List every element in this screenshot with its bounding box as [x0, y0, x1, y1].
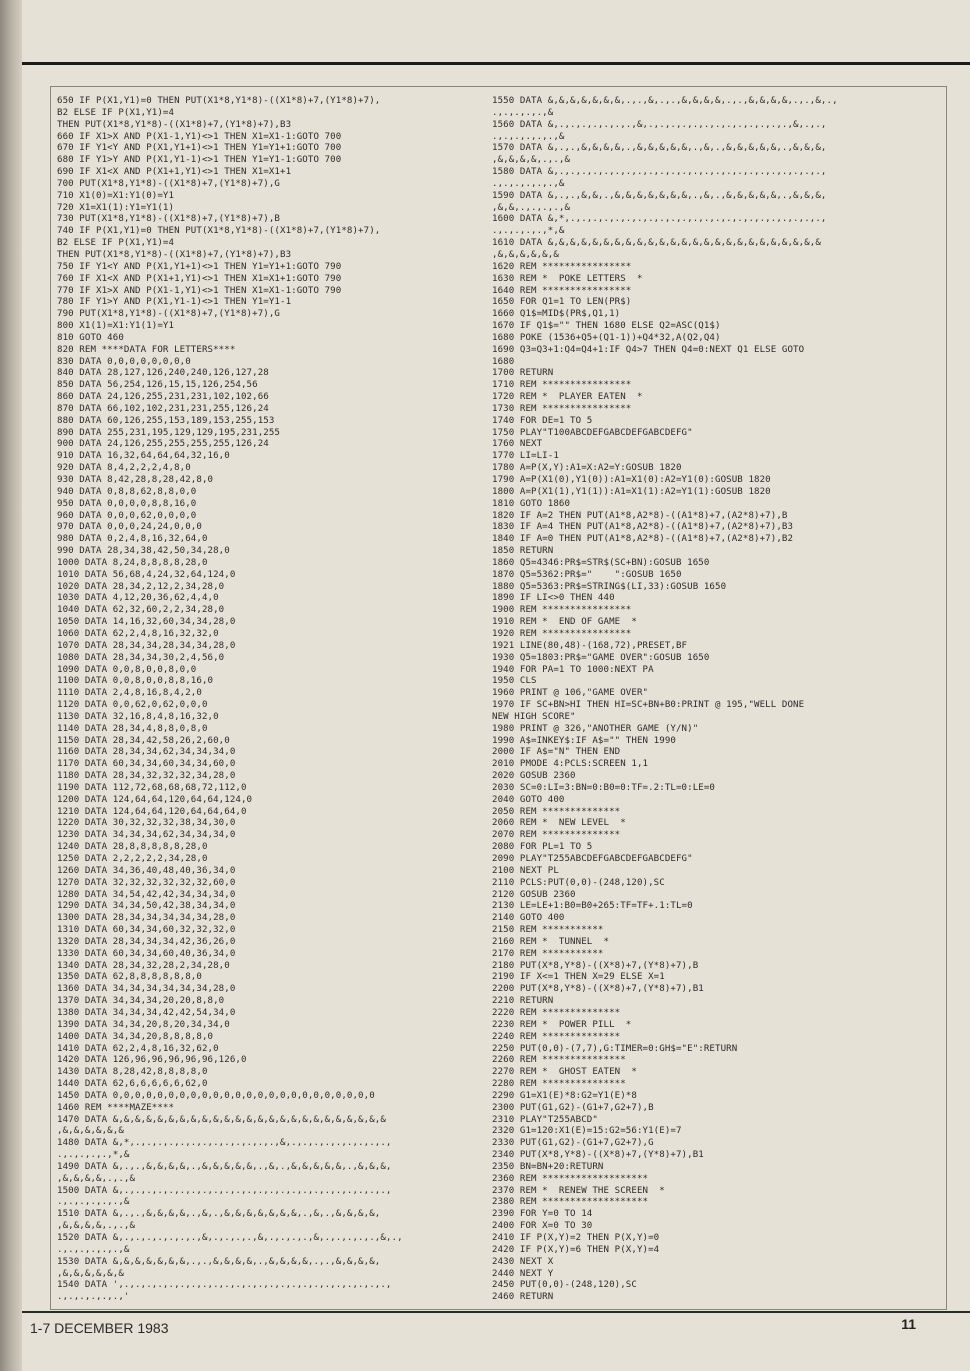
code-line: 1650 FOR Q1=1 TO LEN(PR$): [492, 297, 632, 308]
code-line: 2270 REM * GHOST EATEN *: [492, 1067, 637, 1078]
code-line: 780 IF Y1>Y AND P(X1,Y1-1)<>1 THEN Y1=Y1-1: [57, 297, 292, 308]
code-line: 1030 DATA 4,12,20,36,62,4,4,0: [57, 593, 219, 604]
code-line: 760 IF X1<X AND P(X1+1,Y1)<>1 THEN X1=X1+1:GOTO 790: [57, 273, 342, 284]
code-line: 1921 LINE(80,48)-(168,72),PRESET,BF: [492, 640, 688, 651]
code-line: 890 DATA 255,231,195,129,129,195,231,255: [57, 427, 280, 438]
code-line: 1010 DATA 56,68,4,24,32,64,124,0: [57, 569, 236, 580]
code-line: 1460 REM ****MAZE****: [57, 1102, 175, 1113]
code-line: 2010 PMODE 4:PCLS:SCREEN 1,1: [492, 759, 649, 770]
code-line: 1230 DATA 34,34,34,62,34,34,34,0: [57, 830, 236, 841]
code-line: 2460 RETURN: [492, 1292, 554, 1303]
code-line: 2320 G1=120:X1(E)=15:G2=56:Y1(E)=7: [492, 1126, 682, 1137]
code-line: NEW HIGH SCORE": [492, 711, 576, 722]
code-line: 2120 GOSUB 2360: [492, 889, 576, 900]
code-line: 1520 DATA &,.,.,.,.,.,.,.,&,.,.,.,.,&,.,.,.,.,&,.,.,.,.,.,&,.,: [57, 1233, 403, 1243]
code-line: .,.,.,.,.,.,&: [57, 1197, 130, 1208]
code-line: 2300 PUT(G1,G2)-(G1+7,G2+7),B: [492, 1102, 654, 1113]
code-line: 700 PUT(X1*8,Y1*8)-((X1*8)+7,(Y1*8)+7),G: [57, 178, 280, 189]
code-line: 2330 PUT(G1,G2)-(G1+7,G2+7),G: [492, 1138, 654, 1149]
code-line: 1490 DATA &,.,.,&,&,&,&,.,&,&,&,&,&,.,&,.,&,&,&,&,&,.,&,&,&,: [57, 1161, 392, 1172]
code-line: 2380 REM *******************: [492, 1197, 649, 1208]
code-line: 1160 DATA 28,34,34,62,34,34,34,0: [57, 747, 236, 758]
code-line: 1920 REM ****************: [492, 628, 632, 639]
code-line: 840 DATA 28,127,126,240,240,126,127,28: [57, 368, 269, 379]
code-line: 1720 REM * PLAYER EATEN *: [492, 392, 643, 403]
code-line: 1210 DATA 124,64,64,120,64,64,64,0: [57, 806, 247, 817]
code-line: 1560 DATA &,.,.,.,.,.,.,.,&,.,.,.,.,.,.,.,.,.,.,.,.,.,&,.,.,: [492, 119, 827, 130]
code-line: 1860 Q5=4346:PR$=STR$(SC+BN):GOSUB 1650: [492, 557, 710, 568]
code-line: 1980 PRINT @ 326,"ANOTHER GAME (Y/N)": [492, 723, 699, 734]
code-line: 1410 DATA 62,2,4,8,16,32,62,0: [57, 1043, 219, 1054]
code-line: 950 DATA 0,0,0,0,8,8,16,0: [57, 498, 197, 509]
code-line: 2140 GOTO 400: [492, 913, 565, 924]
code-line: 1740 FOR DE=1 TO 5: [492, 415, 593, 426]
code-line: 1940 FOR PA=1 TO 1000:NEXT PA: [492, 664, 654, 675]
code-line: 2410 IF P(X,Y)=2 THEN P(X,Y)=0: [492, 1233, 660, 1243]
code-line: 1240 DATA 28,8,8,8,8,8,28,0: [57, 842, 208, 853]
code-line: 2030 SC=0:LI=3:BN=0:B0=0:TF=.2:TL=0:LE=0: [492, 782, 715, 793]
code-line: .,.,.,.,.,.,': [57, 1292, 130, 1303]
code-line: 1780 A=P(X,Y):A1=X:A2=Y:GOSUB 1820: [492, 463, 682, 474]
code-line: 670 IF Y1<Y AND P(X1,Y1+1)<>1 THEN Y1=Y1+1:GOTO 700: [57, 143, 342, 154]
code-line: 1040 DATA 62,32,60,2,2,34,28,0: [57, 605, 225, 616]
page-number: 11: [901, 1316, 916, 1332]
code-line: 1950 CLS: [492, 676, 537, 687]
code-line: 2130 LE=LE+1:B0=B0+265:TF=TF+.1:TL=0: [492, 901, 693, 912]
code-line: ,&,&,.,.,.,.,&: [492, 202, 571, 213]
code-line: 1620 REM ****************: [492, 261, 632, 272]
code-line: 650 IF P(X1,Y1)=0 THEN PUT(X1*8,Y1*8)-((X1*8)+7,(Y1*8)+7),: [57, 96, 381, 106]
code-line: 1280 DATA 34,54,42,42,34,34,34,0: [57, 889, 236, 900]
code-line: 2080 FOR PL=1 TO 5: [492, 842, 593, 853]
code-line: 1900 REM ****************: [492, 605, 632, 616]
code-line: 1420 DATA 126,96,96,96,96,96,126,0: [57, 1055, 247, 1066]
code-line: 970 DATA 0,0,0,24,24,0,0,0: [57, 522, 202, 533]
bottom-rule: [22, 1311, 970, 1313]
code-line: 1800 A=P(X1(1),Y1(1)):A1=X1(1):A2=Y1(1):GOSUB 1820: [492, 486, 771, 497]
code-line: 2110 PCLS:PUT(0,0)-(248,120),SC: [492, 877, 665, 888]
code-line: 2400 FOR X=0 TO 30: [492, 1221, 593, 1232]
code-line: 1760 NEXT: [492, 439, 543, 450]
code-line: 1330 DATA 60,34,34,60,40,36,34,0: [57, 948, 236, 959]
code-line: .,.,.,.,.,.,&: [57, 1244, 130, 1255]
code-line: 2450 PUT(0,0)-(248,120),SC: [492, 1280, 637, 1291]
code-line: B2 ELSE IF P(X1,Y1)=4: [57, 238, 175, 249]
code-line: ,&,&,&,&,&,&: [492, 249, 559, 260]
listing-right-column: [492, 96, 940, 1304]
code-line: 2100 NEXT PL: [492, 865, 559, 876]
code-line: 860 DATA 24,126,255,231,231,102,102,66: [57, 392, 269, 403]
code-line: 1880 Q5=5363:PR$=STRING$(LI,33):GOSUB 1650: [492, 581, 727, 592]
code-line: 990 DATA 28,34,38,42,50,34,28,0: [57, 546, 230, 557]
code-line: 1680: [492, 356, 515, 367]
code-line: 1540 DATA ',.,.,.,.,.,.,.,.,.,.,.,.,.,.,.,.,.,.,.,.,.,.,.,.,: [57, 1280, 392, 1291]
code-line: 1060 DATA 62,2,4,8,16,32,32,0: [57, 628, 219, 639]
code-line: 1290 DATA 34,34,50,42,38,34,34,0: [57, 901, 236, 912]
code-line: 690 IF X1<X AND P(X1+1,Y1)<>1 THEN X1=X1+1: [57, 167, 292, 178]
code-line: 1770 LI=LI-1: [492, 451, 559, 462]
code-line: 1750 PLAY"T100ABCDEFGABCDEFGABCDEFG": [492, 427, 693, 438]
code-line: 2310 PLAY"T255ABCD": [492, 1114, 598, 1125]
code-line: 980 DATA 0,2,4,8,16,32,64,0: [57, 534, 208, 545]
code-line: 2000 IF A$="N" THEN END: [492, 747, 621, 758]
code-line: 1890 IF LI<>0 THEN 440: [492, 593, 615, 604]
code-line: 2290 G1=X1(E)*8:G2=Y1(E)*8: [492, 1090, 637, 1101]
code-line: 2440 NEXT Y: [492, 1268, 554, 1279]
code-line: 960 DATA 0,0,0,62,0,0,0,0: [57, 510, 197, 521]
code-line: 1320 DATA 28,34,34,34,42,36,26,0: [57, 936, 236, 947]
code-line: 1450 DATA 0,0,0,0,0,0,0,0,0,0,0,0,0,0,0,0,0,0,0,0,0,0,0,0: [57, 1090, 375, 1101]
code-line: 710 X1(0)=X1:Y1(0)=Y1: [57, 190, 175, 201]
code-line: 1300 DATA 28,34,34,34,34,34,28,0: [57, 913, 236, 924]
code-line: 1930 Q5=1803:PR$="GAME OVER":GOSUB 1650: [492, 652, 710, 663]
code-line: 1500 DATA &,.,.,.,.,.,.,.,.,.,.,.,.,.,.,.,.,.,.,.,.,.,.,.,.,: [57, 1185, 392, 1196]
code-line: 790 PUT(X1*8,Y1*8)-((X1*8)+7,(Y1*8)+7),G: [57, 309, 280, 320]
code-line: 1690 Q3=Q3+1:Q4=Q4+1:IF Q4>7 THEN Q4=0:NEXT Q1 ELSE GOTO: [492, 344, 805, 355]
code-line: 1000 DATA 8,24,8,8,8,8,28,0: [57, 557, 208, 568]
code-line: 1570 DATA &,.,.,&,&,&,&,.,&,&,&,&,&,.,&,.,&,&,&,&,&,.,&,&,&,: [492, 143, 827, 154]
code-line: 1590 DATA &,.,.,&,&,.,&,&,&,&,&,&,&,.,&,.,&,&,&,&,&,.,&,&,&,: [492, 190, 827, 201]
code-line: 1430 DATA 8,28,42,8,8,8,8,0: [57, 1067, 208, 1078]
code-line: 1020 DATA 28,34,2,12,2,34,28,0: [57, 581, 225, 592]
code-line: 1820 IF A=2 THEN PUT(A1*8,A2*8)-((A1*8)+7,(A2*8)+7),B: [492, 510, 788, 521]
code-line: 1510 DATA &,.,.,&,&,&,&,.,&,.,&,&,&,&,&,&,&,.,&,.,&,&,&,&,: [57, 1209, 381, 1220]
code-line: 2180 PUT(X*8,Y*8)-((X*8)+7,(Y*8)+7),B: [492, 960, 699, 971]
code-line: 1870 Q5=5362:PR$=" ":GOSUB 1650: [492, 569, 682, 580]
code-line: 770 IF X1>X AND P(X1-1,Y1)<>1 THEN X1=X1-1:GOTO 790: [57, 285, 342, 296]
code-line: 1360 DATA 34,34,34,34,34,34,28,0: [57, 984, 236, 995]
code-line: 1390 DATA 34,34,20,8,20,34,34,0: [57, 1019, 230, 1030]
code-line: 1350 DATA 62,8,8,8,8,8,8,0: [57, 972, 202, 983]
code-line: 1550 DATA &,&,&,&,&,&,&,.,.,&,.,.,&,&,&,&,.,.,&,&,&,&,.,.,&,.,: [492, 96, 838, 106]
code-line: 1660 Q1$=MID$(PR$,Q1,1): [492, 309, 621, 320]
code-line: 1110 DATA 2,4,8,16,8,4,2,0: [57, 688, 202, 699]
code-line: 1070 DATA 28,34,34,28,34,34,28,0: [57, 640, 236, 651]
code-line: 1080 DATA 28,34,34,30,2,4,56,0: [57, 652, 225, 663]
code-line: .,.,.,.,.,.,&: [492, 131, 565, 142]
code-line: 2200 PUT(X*8,Y*8)-((X*8)+7,(Y*8)+7),B1: [492, 984, 704, 995]
code-line: 740 IF P(X1,Y1)=0 THEN PUT(X1*8,Y1*8)-((X1*8)+7,(Y1*8)+7),: [57, 226, 381, 237]
code-line: 2050 REM **************: [492, 806, 621, 817]
code-line: 1310 DATA 60,34,34,60,32,32,32,0: [57, 925, 236, 936]
top-rule: [22, 62, 970, 65]
code-line: 1600 DATA &,*,.,.,.,.,.,.,.,.,.,.,.,.,.,.,.,.,.,.,.,.,.,.,.,: [492, 214, 827, 225]
code-line: .,.,.,.,.,*,&: [492, 226, 565, 237]
code-line: 1220 DATA 30,32,32,32,38,34,30,0: [57, 818, 236, 829]
code-line: 1830 IF A=4 THEN PUT(A1*8,A2*8)-((A1*8)+7,(A2*8)+7),B3: [492, 522, 794, 533]
code-line: ,&,&,&,&,.,.,&: [57, 1221, 136, 1232]
code-line: .,.,.,.,.,&: [492, 107, 554, 118]
code-line: B2 ELSE IF P(X1,Y1)=4: [57, 107, 175, 118]
code-line: 1170 DATA 60,34,34,60,34,34,60,0: [57, 759, 236, 770]
code-line: 2420 IF P(X,Y)=6 THEN P(X,Y)=4: [492, 1244, 660, 1255]
code-line: 1990 A$=INKEY$:IF A$="" THEN 1990: [492, 735, 676, 746]
code-line: 1630 REM * POKE LETTERS *: [492, 273, 643, 284]
code-line: 2150 REM ***********: [492, 925, 604, 936]
code-line: 2360 REM *******************: [492, 1173, 649, 1184]
code-line: 1910 REM * END OF GAME *: [492, 617, 637, 628]
code-line: 1530 DATA &,&,&,&,&,&,&,.,.,&,&,&,&,.,&,&,&,&,.,.,&,&,&,&,: [57, 1256, 381, 1267]
code-line: 1120 DATA 0,0,62,0,62,0,0,0: [57, 700, 208, 711]
code-line: ,&,&,&,&,&,&: [57, 1126, 124, 1137]
code-line: 2260 REM ***************: [492, 1055, 626, 1066]
listing-left-column: [57, 96, 482, 1304]
code-line: 1250 DATA 2,2,2,2,2,34,28,0: [57, 854, 208, 864]
code-line: 2040 GOTO 400: [492, 794, 565, 805]
code-line: 1640 REM ****************: [492, 285, 632, 296]
code-line: 1260 DATA 34,36,40,48,40,36,34,0: [57, 865, 236, 876]
code-line: THEN PUT(X1*8,Y1*8)-((X1*8)+7,(Y1*8)+7),B3: [57, 249, 292, 260]
code-line: 2070 REM **************: [492, 830, 621, 841]
code-line: 1840 IF A=0 THEN PUT(A1*8,A2*8)-((A1*8)+7,(A2*8)+7),B2: [492, 534, 794, 545]
code-line: ,&,&,&,&,.,.,&: [492, 155, 571, 166]
code-line: 1440 DATA 62,6,6,6,6,6,62,0: [57, 1079, 208, 1090]
code-line: 800 X1(1)=X1:Y1(1)=Y1: [57, 321, 175, 332]
code-line: 1340 DATA 28,34,32,28,2,34,28,0: [57, 960, 230, 971]
code-line: 1970 IF SC+BN>HI THEN HI=SC+BN+B0:PRINT @ 195,"WELL DONE: [492, 700, 805, 711]
code-line: 2160 REM * TUNNEL *: [492, 936, 610, 947]
code-line: 1370 DATA 34,34,34,20,20,8,8,0: [57, 996, 225, 1007]
code-line: 1470 DATA &,&,&,&,&,&,&,&,&,&,&,&,&,&,&,&,&,&,&,&,&,&,&,&,&: [57, 1114, 386, 1125]
code-line: 2350 BN=BN+20:RETURN: [492, 1161, 604, 1172]
code-line: 730 PUT(X1*8,Y1*8)-((X1*8)+7,(Y1*8)+7),B: [57, 214, 280, 225]
code-line: 720 X1=X1(1):Y1=Y1(1): [57, 202, 175, 213]
code-line: 1270 DATA 32,32,32,32,32,32,60,0: [57, 877, 236, 888]
code-line: 1670 IF Q1$="" THEN 1680 ELSE Q2=ASC(Q1$): [492, 321, 721, 332]
code-line: .,.,.,.,.,.,&: [492, 178, 565, 189]
code-line: 1850 RETURN: [492, 546, 554, 557]
code-line: 820 REM ****DATA FOR LETTERS****: [57, 344, 236, 355]
code-line: 1180 DATA 28,34,32,32,32,34,28,0: [57, 771, 236, 782]
code-line: 1580 DATA &,.,.,.,.,.,.,.,.,.,.,.,.,.,.,.,.,.,.,.,.,.,.,.,.,: [492, 167, 827, 178]
code-line: 1810 GOTO 1860: [492, 498, 571, 509]
code-line: 1610 DATA &,&,&,&,&,&,&,&,&,&,&,&,&,&,&,&,&,&,&,&,&,&,&,&,&: [492, 238, 821, 249]
binding-edge: [0, 0, 22, 1371]
code-line: 920 DATA 8,4,2,2,2,4,8,0: [57, 463, 191, 474]
code-line: 870 DATA 66,102,102,231,231,255,126,24: [57, 403, 269, 414]
code-line: 900 DATA 24,126,255,255,255,255,126,24: [57, 439, 269, 450]
code-line: 1960 PRINT @ 106,"GAME OVER": [492, 688, 649, 699]
code-line: 1790 A=P(X1(0),Y1(0)):A1=X1(0):A2=Y1(0):GOSUB 1820: [492, 475, 771, 485]
code-line: 660 IF X1>X AND P(X1-1,Y1)<>1 THEN X1=X1-1:GOTO 700: [57, 131, 342, 142]
code-line: 1730 REM ****************: [492, 403, 632, 414]
code-line: 1680 POKE (1536+Q5+(Q1-1))+Q4*32,A(Q2,Q4): [492, 332, 721, 343]
code-line: THEN PUT(X1*8,Y1*8)-((X1*8)+7,(Y1*8)+7),B3: [57, 119, 292, 130]
code-line: 1400 DATA 34,34,20,8,8,8,8,0: [57, 1031, 214, 1042]
code-line: 2250 PUT(0,0)-(7,7),G:TIMER=0:GH$="E":RETURN: [492, 1043, 738, 1054]
code-line: 2220 REM **************: [492, 1007, 621, 1018]
code-line: ,&,&,&,&,&,&: [57, 1268, 124, 1279]
code-line: 2430 NEXT X: [492, 1256, 554, 1267]
code-line: 2230 REM * POWER PILL *: [492, 1019, 632, 1030]
code-line: 880 DATA 60,126,255,153,189,153,255,153: [57, 415, 275, 426]
code-line: 2090 PLAY"T255ABCDEFGABCDEFGABCDEFG": [492, 854, 693, 864]
code-line: 750 IF Y1<Y AND P(X1,Y1+1)<>1 THEN Y1=Y1+1:GOTO 790: [57, 261, 342, 272]
code-line: 1090 DATA 0,0,8,0,0,8,0,0: [57, 664, 197, 675]
code-line: 1100 DATA 0,0,8,0,0,8,8,16,0: [57, 676, 214, 687]
code-line: 1140 DATA 28,34,4,8,8,0,8,0: [57, 723, 208, 734]
code-line: 1150 DATA 28,34,42,58,26,2,60,0: [57, 735, 230, 746]
code-line: ,&,&,&,&,.,.,&: [57, 1173, 136, 1184]
code-line: 810 GOTO 460: [57, 332, 124, 343]
code-line: 1200 DATA 124,64,64,120,64,64,124,0: [57, 794, 253, 805]
code-line: 2210 RETURN: [492, 996, 554, 1007]
issue-date: 1-7 DECEMBER 1983: [30, 1320, 169, 1336]
code-line: 1480 DATA &,*,.,.,.,.,.,.,.,.,.,.,.,.,.,&,.,.,.,.,.,.,.,.,.,: [57, 1138, 392, 1149]
code-line: 1710 REM ****************: [492, 380, 632, 391]
code-line: 2060 REM * NEW LEVEL *: [492, 818, 626, 829]
code-line: 2280 REM ***************: [492, 1079, 626, 1090]
code-line: 2170 REM ***********: [492, 948, 604, 959]
code-line: 1050 DATA 14,16,32,60,34,34,28,0: [57, 617, 236, 628]
code-line: 2390 FOR Y=0 TO 14: [492, 1209, 593, 1220]
code-line: 850 DATA 56,254,126,15,15,126,254,56: [57, 380, 258, 391]
code-line: 2340 PUT(X*8,Y*8)-((X*8)+7,(Y*8)+7),B1: [492, 1150, 704, 1161]
code-line: 910 DATA 16,32,64,64,64,32,16,0: [57, 451, 230, 462]
code-line: 2240 REM **************: [492, 1031, 621, 1042]
code-line: .,.,.,.,.,*,&: [57, 1150, 130, 1161]
code-line: 1700 RETURN: [492, 368, 554, 379]
code-line: 1190 DATA 112,72,68,68,68,72,112,0: [57, 782, 247, 793]
code-line: 940 DATA 0,8,8,62,8,8,0,0: [57, 486, 197, 497]
code-line: 2020 GOSUB 2360: [492, 771, 576, 782]
code-line: 1380 DATA 34,34,34,42,42,54,34,0: [57, 1007, 236, 1018]
code-line: 2370 REM * RENEW THE SCREEN *: [492, 1185, 665, 1196]
code-line: 830 DATA 0,0,0,0,0,0,0,0: [57, 356, 191, 367]
code-line: 2190 IF X<=1 THEN X=29 ELSE X=1: [492, 972, 665, 983]
code-line: 1130 DATA 32,16,8,4,8,16,32,0: [57, 711, 219, 722]
code-line: 930 DATA 8,42,28,8,28,42,8,0: [57, 475, 214, 485]
code-line: 680 IF Y1>Y AND P(X1,Y1-1)<>1 THEN Y1=Y1-1:GOTO 700: [57, 155, 342, 166]
